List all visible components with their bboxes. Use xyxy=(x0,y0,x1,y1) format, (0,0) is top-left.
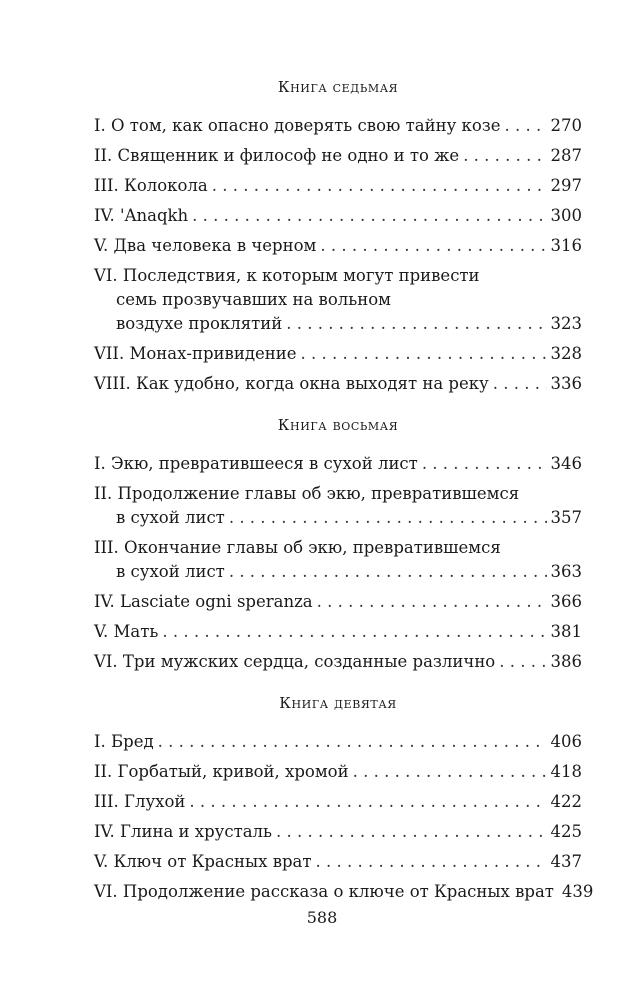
dot-leader xyxy=(229,560,547,584)
toc-entry xyxy=(94,850,582,874)
toc-page-number: 316 xyxy=(550,236,582,255)
toc-entry-line: V. Два человека в черном xyxy=(94,236,317,255)
dot-leader xyxy=(463,144,546,168)
dot-leader xyxy=(422,452,547,476)
toc-entry-last-line xyxy=(94,850,582,874)
toc-page-number: 418 xyxy=(550,762,582,781)
toc-entry-last-line xyxy=(94,506,582,530)
toc-entry-last-line xyxy=(94,312,582,336)
toc-entry xyxy=(94,760,582,784)
toc-entry-line: в сухой лист xyxy=(116,562,225,581)
toc-entry-line: III. Глухой xyxy=(94,792,186,811)
toc-entry xyxy=(94,536,582,584)
toc-entry xyxy=(94,204,582,228)
dot-leader xyxy=(192,204,546,228)
dot-leader xyxy=(317,590,547,614)
toc-page-number: 323 xyxy=(550,314,582,333)
toc-entry-last-line xyxy=(94,790,582,814)
toc-entry xyxy=(94,820,582,844)
book-section xyxy=(94,694,594,904)
toc-page-number: 363 xyxy=(550,562,582,581)
dot-leader xyxy=(499,650,546,674)
toc-entry-last-line xyxy=(94,204,582,228)
toc-entry-last-line xyxy=(94,880,594,904)
toc-entry-line: V. Ключ от Красных врат xyxy=(94,852,312,871)
toc-entry-line: II. Горбатый, кривой, хромой xyxy=(94,762,349,781)
book-title: Книга девятая xyxy=(279,694,397,712)
book-section xyxy=(94,78,582,396)
dot-leader xyxy=(301,342,547,366)
toc-entry xyxy=(94,372,582,396)
toc-page-number: 336 xyxy=(550,374,582,393)
toc-entry-last-line xyxy=(94,760,582,784)
dot-leader xyxy=(316,850,547,874)
toc-entry-last-line xyxy=(94,234,582,258)
toc-entry-line: IV. 'Anaqkh xyxy=(94,206,189,225)
toc-entry-last-line xyxy=(94,620,582,644)
toc-entry xyxy=(94,650,582,674)
toc-entry-line: I. О том, как опасно доверять свою тайну козе xyxy=(94,116,501,135)
book-title: Книга седьмая xyxy=(277,78,399,96)
toc-page-number: 300 xyxy=(550,206,582,225)
toc-entry-line: III. Окончание главы об экю, превратившемся xyxy=(94,538,501,557)
book-section xyxy=(94,416,582,674)
toc-page-number: 346 xyxy=(550,454,582,473)
dot-leader xyxy=(189,790,546,814)
toc-entry-line: в сухой лист xyxy=(116,508,225,527)
toc-entry xyxy=(94,590,582,614)
toc-page-number: 386 xyxy=(550,652,582,671)
dot-leader xyxy=(493,372,547,396)
dot-leader xyxy=(286,312,546,336)
toc-page-number: 381 xyxy=(550,622,582,641)
dot-leader xyxy=(276,820,546,844)
toc-entry-line: VI. Последствия, к которым могут привести xyxy=(94,266,480,285)
dot-leader xyxy=(212,174,547,198)
toc-entry-last-line xyxy=(94,342,582,366)
toc-entry-line: воздухе проклятий xyxy=(116,314,283,333)
table-of-contents xyxy=(94,78,594,924)
toc-page-number: 439 xyxy=(561,882,594,901)
toc-entry-line: VI. Продолжение рассказа о ключе от Красных врат xyxy=(94,882,554,901)
toc-entry-line: V. Мать xyxy=(94,622,159,641)
toc-entry xyxy=(94,880,594,904)
dot-leader xyxy=(229,506,547,530)
toc-page-number: 357 xyxy=(550,508,582,527)
toc-entry-line: VI. Три мужских сердца, созданные различно xyxy=(94,652,496,671)
toc-page-number: 422 xyxy=(550,792,582,811)
toc-entry xyxy=(94,482,582,530)
toc-entry xyxy=(94,620,582,644)
toc-entry-last-line xyxy=(94,650,582,674)
toc-entry-last-line xyxy=(94,590,582,614)
toc-entry xyxy=(94,730,582,754)
toc-entry xyxy=(94,342,582,366)
toc-entry-last-line xyxy=(94,730,582,754)
toc-entry-line: III. Колокола xyxy=(94,176,208,195)
dot-leader xyxy=(158,730,547,754)
toc-entry-line: VII. Монах-привидение xyxy=(94,344,297,363)
toc-entry-last-line xyxy=(94,820,582,844)
dot-leader xyxy=(320,234,546,258)
toc-page-number: 270 xyxy=(550,116,582,135)
book-title: Книга восьмая xyxy=(277,416,399,434)
toc-entry xyxy=(94,234,582,258)
toc-page-number: 406 xyxy=(550,732,582,751)
toc-entry xyxy=(94,264,582,336)
toc-entry-line: I. Бред xyxy=(94,732,154,751)
toc-page-number: 437 xyxy=(550,852,582,871)
toc-entry-line: IV. Lasciate ogni speranza xyxy=(94,592,313,611)
toc-page-number: 328 xyxy=(550,344,582,363)
toc-entry-last-line xyxy=(94,452,582,476)
toc-entry-line: II. Священник и философ не одно и то же xyxy=(94,146,460,165)
toc-entry-last-line xyxy=(94,114,582,138)
toc-page-number: 287 xyxy=(550,146,582,165)
dot-leader xyxy=(162,620,546,644)
toc-entry-line: II. Продолжение главы об экю, превратившемся xyxy=(94,484,520,503)
toc-page-number: 297 xyxy=(550,176,582,195)
toc-entry xyxy=(94,790,582,814)
toc-entry-line: I. Экю, превратившееся в сухой лист xyxy=(94,454,418,473)
toc-entry-last-line xyxy=(94,144,582,168)
dot-leader xyxy=(353,760,547,784)
toc-entry xyxy=(94,114,582,138)
toc-entry-last-line xyxy=(94,560,582,584)
toc-page-number: 366 xyxy=(550,592,582,611)
dot-leader xyxy=(505,114,547,138)
toc-page-number: 425 xyxy=(550,822,582,841)
page-number: 588 xyxy=(306,908,338,927)
toc-entry-line: VIII. Как удобно, когда окна выходят на реку xyxy=(94,374,489,393)
toc-entry xyxy=(94,174,582,198)
toc-entry xyxy=(94,144,582,168)
toc-entry-line: семь прозвучавших на вольном xyxy=(116,290,392,309)
toc-entry-line: IV. Глина и хрусталь xyxy=(94,822,273,841)
toc-entry xyxy=(94,452,582,476)
toc-entry-last-line xyxy=(94,372,582,396)
toc-entry-last-line xyxy=(94,174,582,198)
